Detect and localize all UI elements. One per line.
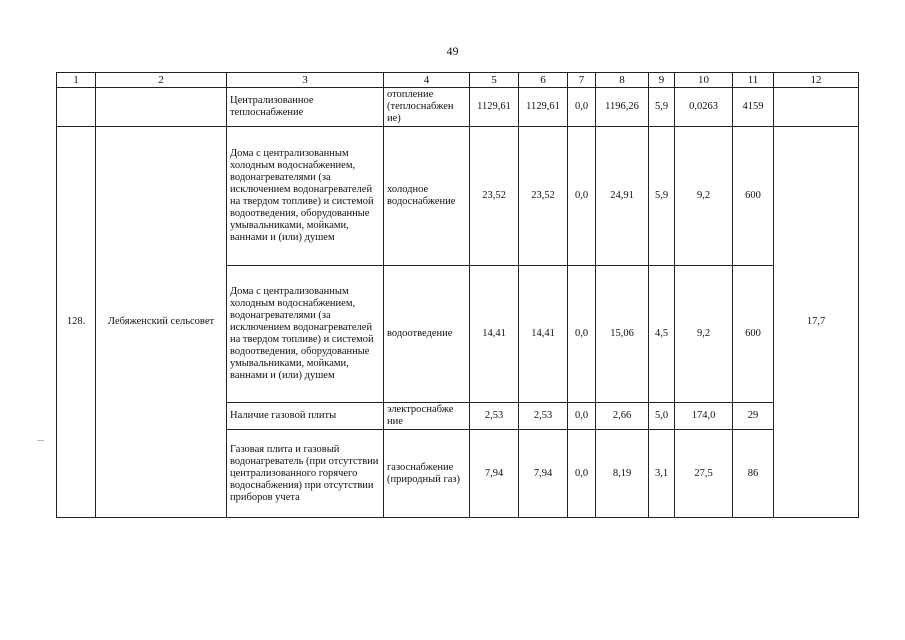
service-cell: электроснабже ние [384,403,470,430]
value-cell-11: 4159 [733,88,774,127]
value-cell-8: 15,06 [596,266,649,403]
value-cell-5: 7,94 [470,430,519,518]
value-cell-7: 0,0 [568,403,596,430]
value-cell-5: 14,41 [470,266,519,403]
column-header: 1 [57,73,96,88]
value-cell-12 [774,88,859,127]
value-cell-7: 0,0 [568,88,596,127]
value-cell-10: 0,0263 [675,88,733,127]
value-cell-6: 23,52 [519,127,568,266]
value-cell-11: 86 [733,430,774,518]
column-header: 2 [96,73,227,88]
column-header: 6 [519,73,568,88]
value-cell-6: 14,41 [519,266,568,403]
column-header: 10 [675,73,733,88]
value-cell-7: 0,0 [568,266,596,403]
value-cell-8: 24,91 [596,127,649,266]
value-cell-10: 9,2 [675,266,733,403]
row-number-cell [57,88,96,127]
value-cell-5: 1129,61 [470,88,519,127]
value-cell-11: 29 [733,403,774,430]
value-cell-10: 27,5 [675,430,733,518]
settlement-cell: Лебяженский сельсовет [96,127,227,518]
column-header: 11 [733,73,774,88]
description-cell: Газовая плита и газовый водонагреватель (при отсутствии централизованного горячего водоснабжения) при отсутствии приборов учета [227,430,384,518]
value-cell-11: 600 [733,266,774,403]
column-header: 7 [568,73,596,88]
value-cell-9: 5,9 [649,88,675,127]
tariff-table [56,72,859,518]
column-header: 3 [227,73,384,88]
value-cell-7: 0,0 [568,127,596,266]
margin-mark [37,440,44,441]
settlement-cell [96,88,227,127]
value-cell-9: 3,1 [649,430,675,518]
table-row [57,88,859,127]
description-cell: Дома с централизованным холодным водоснабжением, водонагревателями (за исключением водонагревателей на твердом топливе) и системой водоотведения, оборудованные умывальниками, мойками, ваннами и (или) душем [227,266,384,403]
value-cell-10: 174,0 [675,403,733,430]
service-cell: холодное водоснабжение [384,127,470,266]
header-row [57,73,859,88]
value-cell-12: 17,7 [774,127,859,518]
value-cell-9: 5,9 [649,127,675,266]
page-number: 49 [446,44,459,58]
value-cell-8: 1196,26 [596,88,649,127]
value-cell-5: 2,53 [470,403,519,430]
value-cell-9: 4,5 [649,266,675,403]
value-cell-7: 0,0 [568,430,596,518]
service-cell: газоснабжение (природный газ) [384,430,470,518]
value-cell-11: 600 [733,127,774,266]
service-cell: водоотведение [384,266,470,403]
table-row [57,127,859,266]
description-cell: Централизованное теплоснабжение [227,88,384,127]
value-cell-6: 1129,61 [519,88,568,127]
service-cell: отопление (теплоснабжен ие) [384,88,470,127]
value-cell-10: 9,2 [675,127,733,266]
value-cell-8: 8,19 [596,430,649,518]
value-cell-9: 5,0 [649,403,675,430]
column-header: 12 [774,73,859,88]
column-header: 4 [384,73,470,88]
description-cell: Наличие газовой плиты [227,403,384,430]
column-header: 8 [596,73,649,88]
row-number-cell: 128. [57,127,96,518]
column-header: 5 [470,73,519,88]
description-cell: Дома с централизованным холодным водоснабжением, водонагревателями (за исключением водонагревателей на твердом топливе) и системой водоотведения, оборудованные умывальниками, мойками, ваннами и (или) душем [227,127,384,266]
value-cell-8: 2,66 [596,403,649,430]
value-cell-6: 2,53 [519,403,568,430]
value-cell-5: 23,52 [470,127,519,266]
column-header: 9 [649,73,675,88]
value-cell-6: 7,94 [519,430,568,518]
